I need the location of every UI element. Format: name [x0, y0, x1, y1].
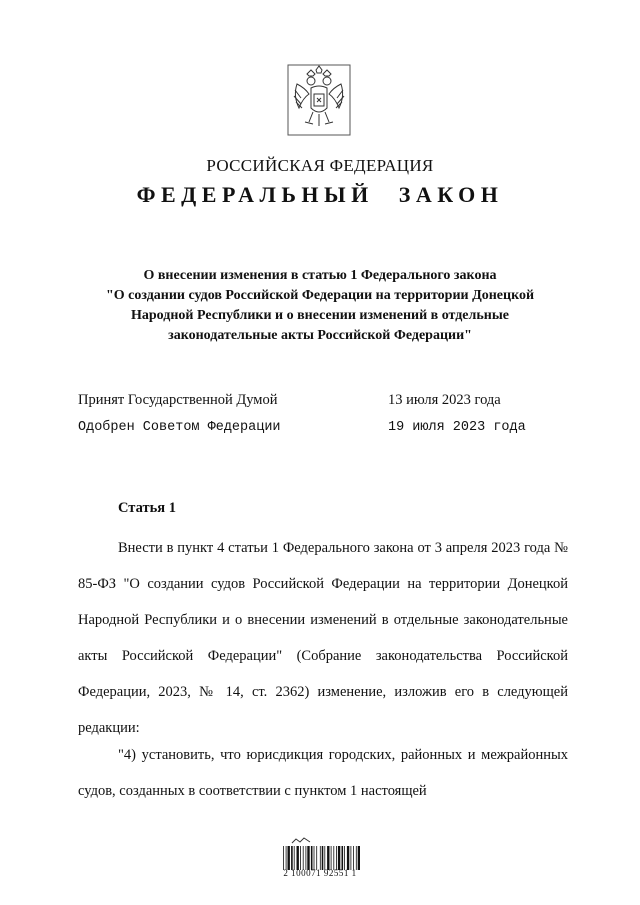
- printer-mark-icon: [290, 836, 312, 844]
- country-name: РОССИЙСКАЯ ФЕДЕРАЦИЯ: [206, 156, 434, 175]
- document-type: ФЕДЕРАЛЬНЫЙ ЗАКОН: [136, 182, 504, 207]
- approving-body: Одобрен Советом Федерации: [78, 420, 281, 435]
- barcode-number: 2 100071 92551 1: [283, 868, 357, 878]
- article-heading: Статья 1: [118, 500, 176, 516]
- article-paragraph: Внести в пункт 4 статьи 1 Федерального закона от 3 апреля 2023 года № 85-ФЗ "О создании судов Российской Федерации на территории Донецкой Народной Республики и о внесении изменений в отдельные законодательные акты Российской Федерации" (Собрание законодательства Российской Федерации, 2023, № 14, ст. 2362) изменение, изложив его в следующей редакции:: [78, 540, 568, 736]
- law-title-line: законодательные акты Российской Федерации": [168, 328, 472, 343]
- law-title-line: О внесении изменения в статью 1 Федерального закона: [143, 268, 497, 283]
- article-paragraph: "4) установить, что юрисдикция городских, районных и межрайонных судов, созданных в соответствии с пунктом 1 настоящей: [78, 747, 568, 799]
- law-title-line: Народной Республики и о внесении изменений в отдельные: [131, 308, 509, 323]
- adopting-body: Принят Государственной Думой: [78, 392, 278, 408]
- law-title-line: "О создании судов Российской Федерации на территории Донецкой: [105, 288, 535, 303]
- barcode: [282, 846, 360, 870]
- coat-of-arms-emblem: [287, 64, 351, 136]
- law-title: [60, 266, 580, 346]
- approval-date: 19 июля 2023 года: [388, 420, 526, 435]
- adoption-date: 13 июля 2023 года: [388, 392, 501, 408]
